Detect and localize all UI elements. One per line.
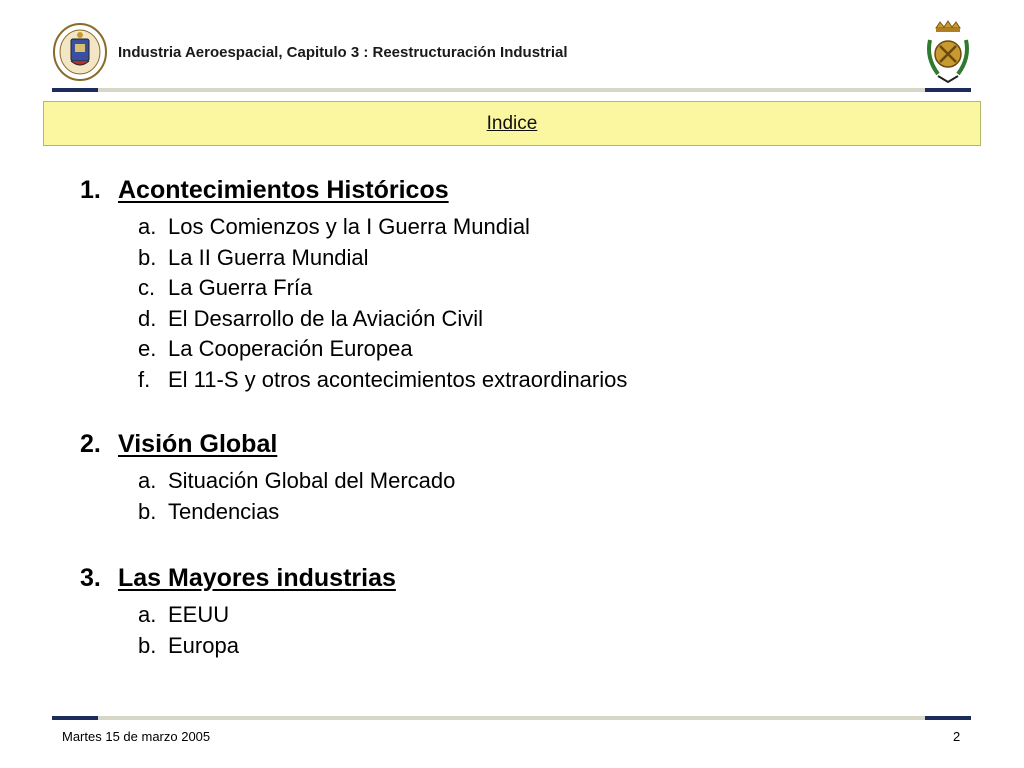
index-banner	[43, 101, 981, 146]
list-item	[138, 631, 396, 662]
footer-rule-left	[52, 716, 98, 720]
list-item	[138, 243, 627, 274]
item-letter: f.	[138, 366, 151, 392]
item-text: La Cooperación Europea	[168, 336, 413, 361]
section-items	[138, 212, 627, 395]
header-rule-right	[925, 88, 971, 92]
item-text: El Desarrollo de la Aviación Civil	[168, 305, 484, 331]
item-letter: e.	[138, 336, 157, 361]
list-item	[138, 334, 627, 365]
section-3	[80, 562, 396, 661]
item-text: La Guerra Fría	[168, 275, 313, 300]
section-2	[80, 428, 455, 527]
item-text: Europa	[168, 632, 239, 658]
list-item	[138, 304, 627, 335]
header-rule-left	[52, 88, 98, 92]
list-item	[138, 212, 627, 243]
footer-date: Martes 15 de marzo 2005	[62, 729, 211, 744]
section-title[interactable]: Acontecimientos Históricos	[118, 176, 449, 204]
item-text: El 11-S y otros acontecimientos extraordinarios	[168, 366, 628, 392]
section-heading	[80, 428, 455, 460]
item-letter: c.	[138, 275, 156, 300]
footer-rule-right	[925, 716, 971, 720]
footer-rule	[98, 716, 925, 720]
header-title: Industria Aeroespacial, Capitulo 3 : Reestructuración Industrial	[118, 44, 568, 61]
section-heading	[80, 562, 396, 594]
list-item	[138, 466, 455, 497]
university-seal-icon	[52, 22, 108, 82]
index-label[interactable]: Indice	[486, 112, 538, 134]
item-letter: b.	[138, 632, 157, 658]
item-letter: b.	[138, 244, 157, 270]
section-1	[80, 174, 627, 395]
item-text: EEUU	[168, 602, 230, 627]
header-rule	[98, 88, 925, 92]
item-text: Tendencias	[168, 498, 280, 524]
section-items	[138, 466, 455, 527]
section-number: 3.	[80, 564, 101, 592]
section-title[interactable]: Las Mayores industrias	[118, 564, 396, 592]
engineering-crest-icon	[920, 18, 976, 86]
section-items	[138, 600, 396, 661]
item-text: Los Comienzos y la I Guerra Mundial	[168, 214, 530, 239]
section-title[interactable]: Visión Global	[118, 430, 278, 458]
page-number: 2	[953, 729, 961, 744]
item-letter: d.	[138, 305, 157, 331]
item-letter: a.	[138, 468, 157, 493]
item-letter: a.	[138, 214, 157, 239]
list-item	[138, 497, 455, 528]
list-item	[138, 600, 396, 631]
item-text: Situación Global del Mercado	[168, 468, 456, 493]
item-text: La II Guerra Mundial	[168, 244, 369, 270]
section-number: 2.	[80, 430, 101, 458]
list-item	[138, 273, 627, 304]
item-letter: b.	[138, 498, 157, 524]
item-letter: a.	[138, 602, 157, 627]
list-item	[138, 365, 627, 396]
section-heading	[80, 174, 627, 206]
section-number: 1.	[80, 176, 101, 204]
